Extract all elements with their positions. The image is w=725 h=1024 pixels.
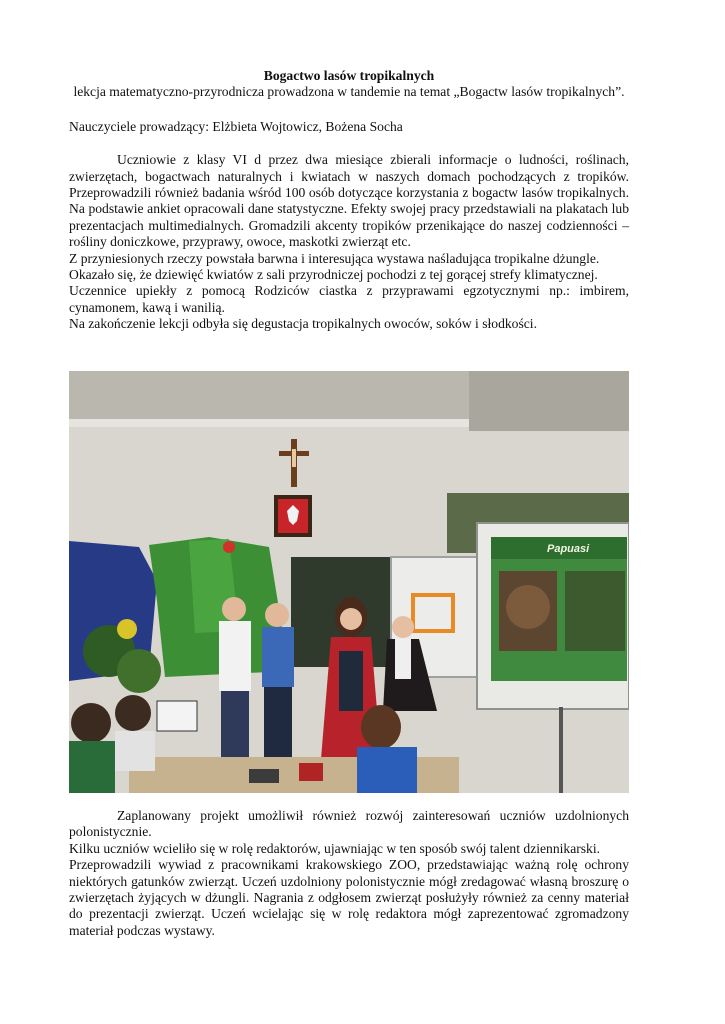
top-text-block <box>69 68 629 333</box>
classroom-photo <box>69 371 629 793</box>
interview-paragraph: Przeprowadzili wywiad z pracownikami krakowskiego ZOO, przedstawiając ważną rolę ochrony niektórych gatunków zwierząt. Uczeń uzdolniony polonistycznie mógł zredagować własną broszurę o zwierzętach żyjących w dżungli. Nagrania z odgłosem zwierząt posłużyły również za cenny materiał do prezentacji zwierząt. Uczeń wcielając się w rolę redaktora mógł zaprezentować zgromadzony materiał podczas wystawy. <box>69 857 629 938</box>
slide-title: Papuasi <box>547 543 590 555</box>
student-white-shirt <box>219 597 251 761</box>
cookies-line: Uczennice upiekły z pomocą Rodziców ciastka z przyprawami egzotycznymi np.: imbirem, cynamonem, kawą i wanilią. <box>69 283 629 315</box>
document-title: Bogactwo lasów tropikalnych <box>263 68 435 83</box>
exhibition-line: Z przyniesionych rzeczy powstała barwna i interesująca wystawa naśladująca tropikalne dżungle. <box>69 250 600 266</box>
tasting-line: Na zakończenie lekcji odbyła się degustacja tropikalnych owoców, soków i słodkości. <box>69 316 537 332</box>
project-paragraph: Zaplanowany projekt umożliwił również rozwój zainteresowań uczniów uzdolnionych polonistycznie. <box>69 808 629 840</box>
document-subtitle: lekcja matematyczno-przyrodnicza prowadzona w tandemie na temat „Bogactw lasów tropikalnych”. <box>73 84 625 100</box>
flowers-line: Okazało się, że dziewięć kwiatów z sali przyrodniczej pochodzi z tej gorącej strefy klimatycznej. <box>69 267 598 283</box>
intro-paragraph: Uczniowie z klasy VI d przez dwa miesiące zbierali informacje o ludności, roślinach, zwierzętach, bogactwach naturalnych i kwiatach w naszych domach pochodzących z tropików. Przeprowadzili również badania wśród 100 osób dotyczące korzystania z bogactw lasów tropikalnych. Na podstawie ankiet opracowali dane statystyczne. Efekty swojej pracy przedstawiali na plakatach lub prezentacjach multimedialnych. Gromadzili akcenty tropików przenikające do naszej codzienności – rośliny doniczkowe, przyprawy, owoce, maskotki zwierząt etc. <box>69 152 629 250</box>
editors-line: Kilku uczniów wcieliło się w rolę redaktorów, ujawniając w ten sposób swój talent dziennikarski. <box>69 840 601 856</box>
teachers-line: Nauczyciele prowadzący: Elżbieta Wojtowicz, Bożena Socha <box>69 118 403 134</box>
emblem-frame <box>274 495 312 537</box>
bottom-text-block <box>69 808 629 939</box>
classroom-photo-illustration <box>69 371 629 793</box>
seated-student-left <box>69 703 115 793</box>
